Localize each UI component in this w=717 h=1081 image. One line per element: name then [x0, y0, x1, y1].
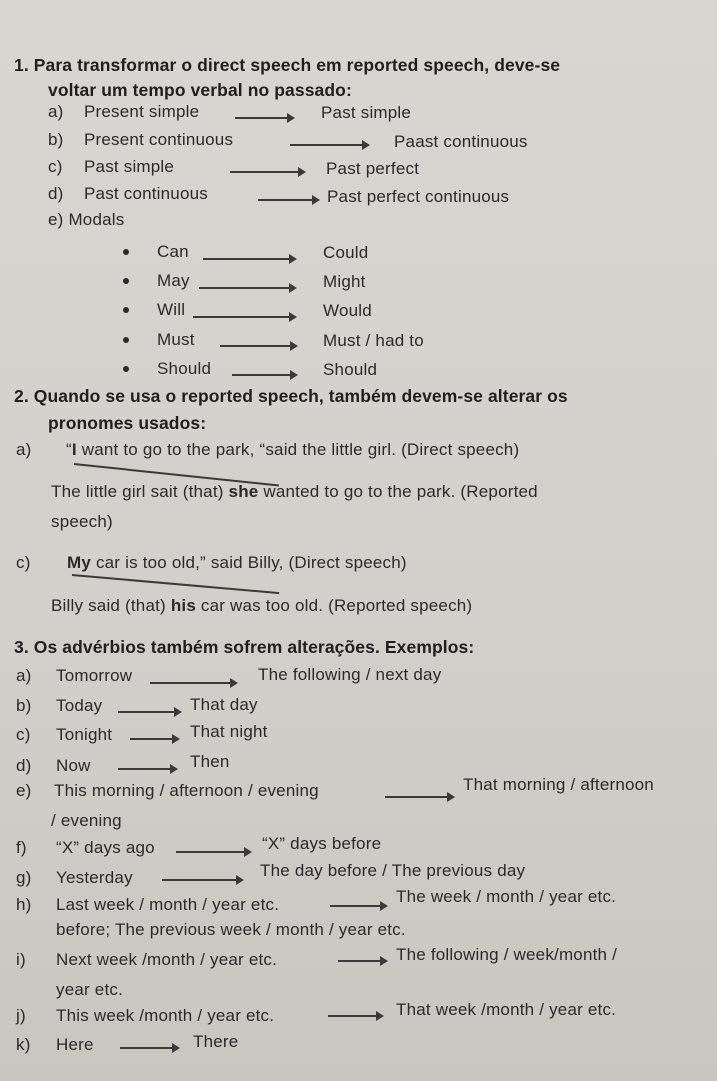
arrow-icon	[118, 711, 180, 713]
modal-to: Must / had to	[323, 331, 424, 350]
modal-from: Will	[157, 300, 186, 319]
bullet-icon	[123, 307, 129, 313]
modal-to: Could	[323, 243, 369, 262]
arrow-icon	[290, 144, 368, 146]
example-c-reported: Billy said (that) his car was too old. (Reported speech)	[51, 596, 473, 615]
adverb-from: Tomorrow	[56, 666, 133, 685]
adverb-from: Here	[56, 1035, 94, 1054]
arrow-icon	[193, 316, 295, 318]
arrow-icon	[235, 117, 293, 119]
modal-from: Must	[157, 330, 195, 349]
modal-from: Should	[157, 359, 212, 378]
modal-to: Would	[323, 301, 372, 320]
modal-from: Can	[157, 242, 189, 261]
section2-heading-line2: pronomes usados:	[48, 413, 207, 433]
section3-heading: 3. Os advérbios também sofrem alterações. Exemplos:	[14, 637, 475, 657]
adverb-to: “X” days before	[262, 834, 382, 853]
list-item-letter: e)	[16, 781, 32, 800]
list-item-letter: f)	[16, 838, 27, 857]
section1-heading-line2: voltar um tempo verbal no passado:	[48, 80, 352, 100]
arrow-icon	[120, 1047, 178, 1049]
example-a-direct: “I want to go to the park, “said the little girl. (Direct speech)	[66, 440, 520, 459]
arrow-icon	[220, 345, 296, 347]
adverb-from: Next week /month / year etc.	[56, 950, 278, 969]
example-c-letter: c)	[16, 553, 31, 572]
arrow-icon	[130, 738, 178, 740]
list-item-letter: h)	[16, 895, 32, 914]
tense-to: Past perfect	[326, 159, 420, 178]
adverb-to: There	[193, 1032, 239, 1051]
arrow-icon	[162, 879, 242, 881]
adverb-to: That day	[190, 695, 258, 714]
bullet-icon	[123, 366, 129, 372]
tense-from: Past continuous	[84, 184, 208, 203]
arrow-icon	[338, 960, 386, 962]
arrow-icon	[258, 199, 318, 201]
tense-to: Past perfect continuous	[327, 187, 510, 206]
modals-label: e) Modals	[48, 210, 125, 229]
example-a-letter: a)	[16, 440, 32, 459]
adverb-to: Then	[190, 752, 230, 771]
adverb-to: That week /month / year etc.	[396, 1000, 617, 1019]
list-item-letter: d)	[16, 756, 32, 775]
arrow-icon	[118, 768, 176, 770]
example-a-reported: The little girl sait (that) she wanted to go to the park. (Reported	[51, 482, 538, 501]
tense-from: Past simple	[84, 157, 175, 176]
list-item-letter: b)	[48, 130, 64, 149]
adverb-from: Now	[56, 756, 91, 775]
arrow-icon	[199, 287, 295, 289]
adverb-continuation: / evening	[51, 811, 122, 830]
list-item-letter: a)	[48, 102, 64, 121]
tense-from: Present continuous	[84, 130, 234, 149]
adverb-from: Today	[56, 696, 103, 715]
bullet-icon	[123, 278, 129, 284]
adverb-from: Yesterday	[56, 868, 133, 887]
list-item-letter: b)	[16, 696, 32, 715]
arrow-icon	[385, 796, 453, 798]
section1-heading-line1: 1. Para transformar o direct speech em reported speech, deve-se	[14, 55, 561, 75]
adverb-to: That night	[190, 722, 268, 741]
arrow-icon	[203, 258, 295, 260]
section2-heading-line1: 2. Quando se usa o reported speech, também devem-se alterar os	[14, 386, 568, 406]
adverb-from: This week /month / year etc.	[56, 1006, 275, 1025]
list-item-letter: c)	[16, 725, 31, 744]
adverb-to: The day before / The previous day	[260, 861, 526, 880]
bullet-icon	[123, 337, 129, 343]
example-c-direct: My car is too old,” said Billy, (Direct speech)	[67, 553, 407, 572]
tense-to: Paast continuous	[394, 132, 528, 151]
arrow-icon	[232, 374, 296, 376]
list-item-letter: i)	[16, 950, 26, 969]
arrow-icon	[150, 682, 236, 684]
list-item-letter: c)	[48, 157, 63, 176]
adverb-to: The week / month / year etc.	[396, 887, 617, 906]
adverb-from: Tonight	[56, 725, 113, 744]
list-item-letter: k)	[16, 1035, 31, 1054]
arrow-icon	[176, 851, 250, 853]
adverb-from: This morning / afternoon / evening	[54, 781, 319, 800]
adverb-from: Last week / month / year etc.	[56, 895, 280, 914]
arrow-icon	[230, 171, 304, 173]
list-item-letter: a)	[16, 666, 32, 685]
adverb-continuation: year etc.	[56, 980, 123, 999]
adverb-from: “X” days ago	[56, 838, 155, 857]
modal-to: Should	[323, 360, 378, 379]
list-item-letter: j)	[16, 1006, 26, 1025]
adverb-continuation: before; The previous week / month / year etc.	[56, 920, 406, 939]
tense-from: Present simple	[84, 102, 200, 121]
adverb-to: That morning / afternoon	[463, 775, 654, 794]
list-item-letter: g)	[16, 868, 32, 887]
modal-to: Might	[323, 272, 366, 291]
adverb-to: The following / week/month /	[396, 945, 618, 964]
list-item-letter: d)	[48, 184, 64, 203]
bullet-icon	[123, 249, 129, 255]
curved-arrow-icon	[72, 574, 279, 594]
arrow-icon	[328, 1015, 382, 1017]
modal-from: May	[157, 271, 190, 290]
adverb-to: The following / next day	[258, 665, 442, 684]
example-a-reported-line2: speech)	[51, 512, 113, 531]
tense-to: Past simple	[321, 103, 412, 122]
arrow-icon	[330, 905, 386, 907]
